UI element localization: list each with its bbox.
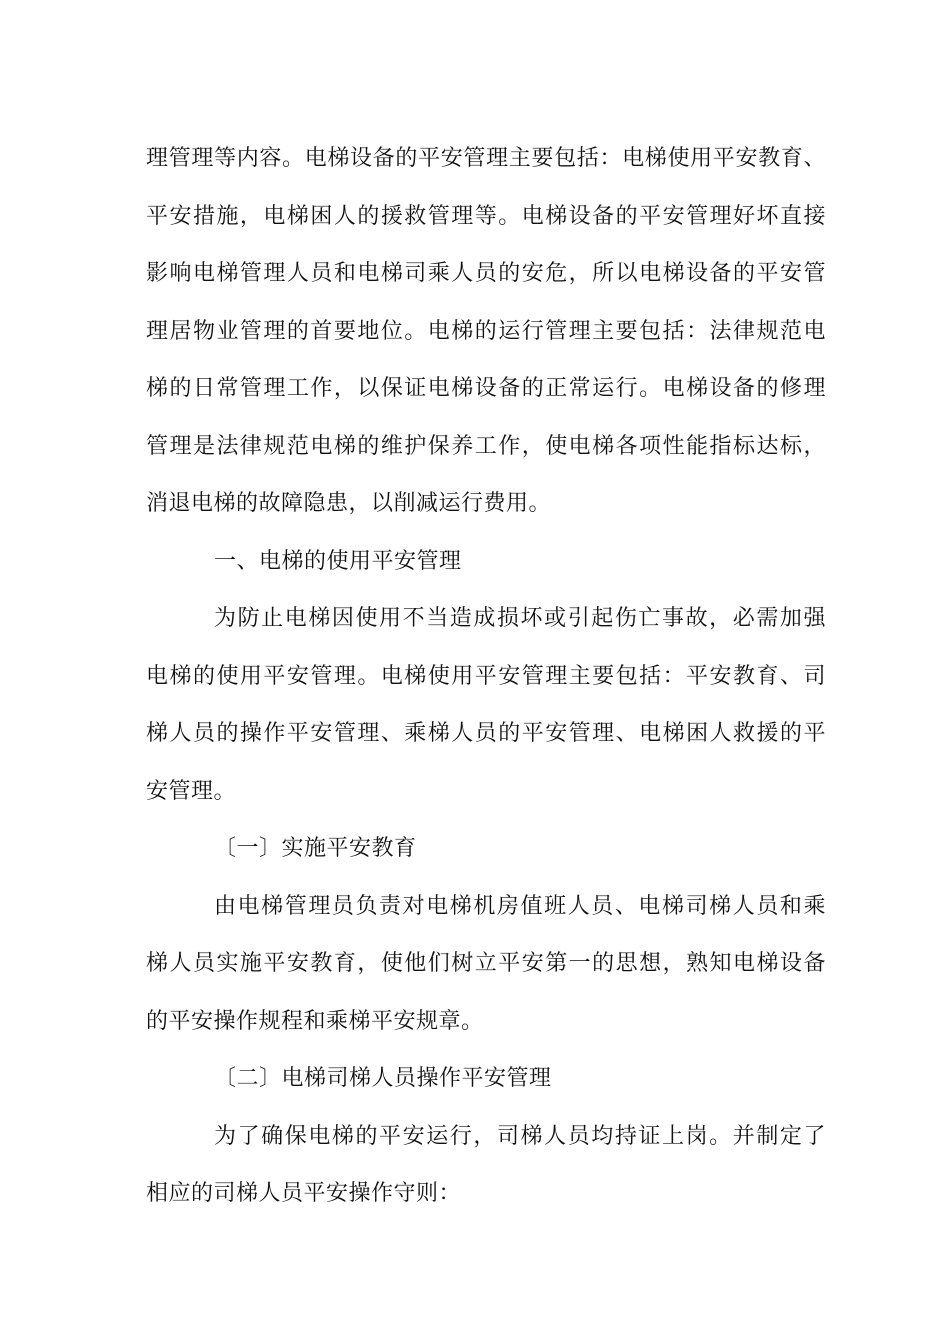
- paragraph-line: 梯人员的操作平安管理、乘梯人员的平安管理、电梯困人救援的平: [146, 721, 826, 746]
- subsection-heading: 〔二〕电梯司梯人员操作平安管理: [214, 1066, 552, 1091]
- paragraph-line: 为防止电梯因使用不当造成损坏或引起伤亡事故，必需加强: [214, 606, 826, 631]
- body-text: [146, 130, 826, 1223]
- paragraph-line: 相应的司梯人员平安操作守则：: [146, 1181, 462, 1206]
- paragraph-line: 由电梯管理员负责对电梯机房值班人员、电梯司梯人员和乘: [214, 893, 826, 919]
- paragraph-line: 理管理等内容。电梯设备的平安管理主要包括：电梯使用平安教育、: [146, 146, 826, 171]
- paragraph-line: 消退电梯的故障隐患，以削减运行费用。: [146, 491, 552, 516]
- paragraph-line: 影响电梯管理人员和电梯司乘人员的安危，所以电梯设备的平安管: [146, 261, 826, 286]
- section-heading: 一、电梯的使用平安管理: [214, 548, 462, 574]
- paragraph-line: 梯的日常管理工作，以保证电梯设备的正常运行。电梯设备的修理: [146, 376, 826, 401]
- paragraph-line: 理居物业管理的首要地位。电梯的运行管理主要包括：法律规范电: [146, 318, 826, 344]
- paragraph-line: 安管理。: [146, 778, 237, 804]
- paragraph-line: 平安措施，电梯困人的援救管理等。电梯设备的平安管理好坏直接: [146, 203, 826, 229]
- paragraph-line: 的平安操作规程和乘梯平安规章。: [146, 1008, 484, 1034]
- paragraph-line: 电梯的使用平安管理。电梯使用平安管理主要包括：平安教育、司: [146, 663, 826, 689]
- subsection-heading: 〔一〕实施平安教育: [214, 836, 417, 861]
- paragraph-line: 梯人员实施平安教育，使他们树立平安第一的思想，熟知电梯设备: [146, 951, 826, 976]
- paragraph-line: 为了确保电梯的平安运行，司梯人员均持证上岗。并制定了: [214, 1123, 826, 1149]
- paragraph-line: 管理是法律规范电梯的维护保养工作，使电梯各项性能指标达标，: [146, 433, 826, 459]
